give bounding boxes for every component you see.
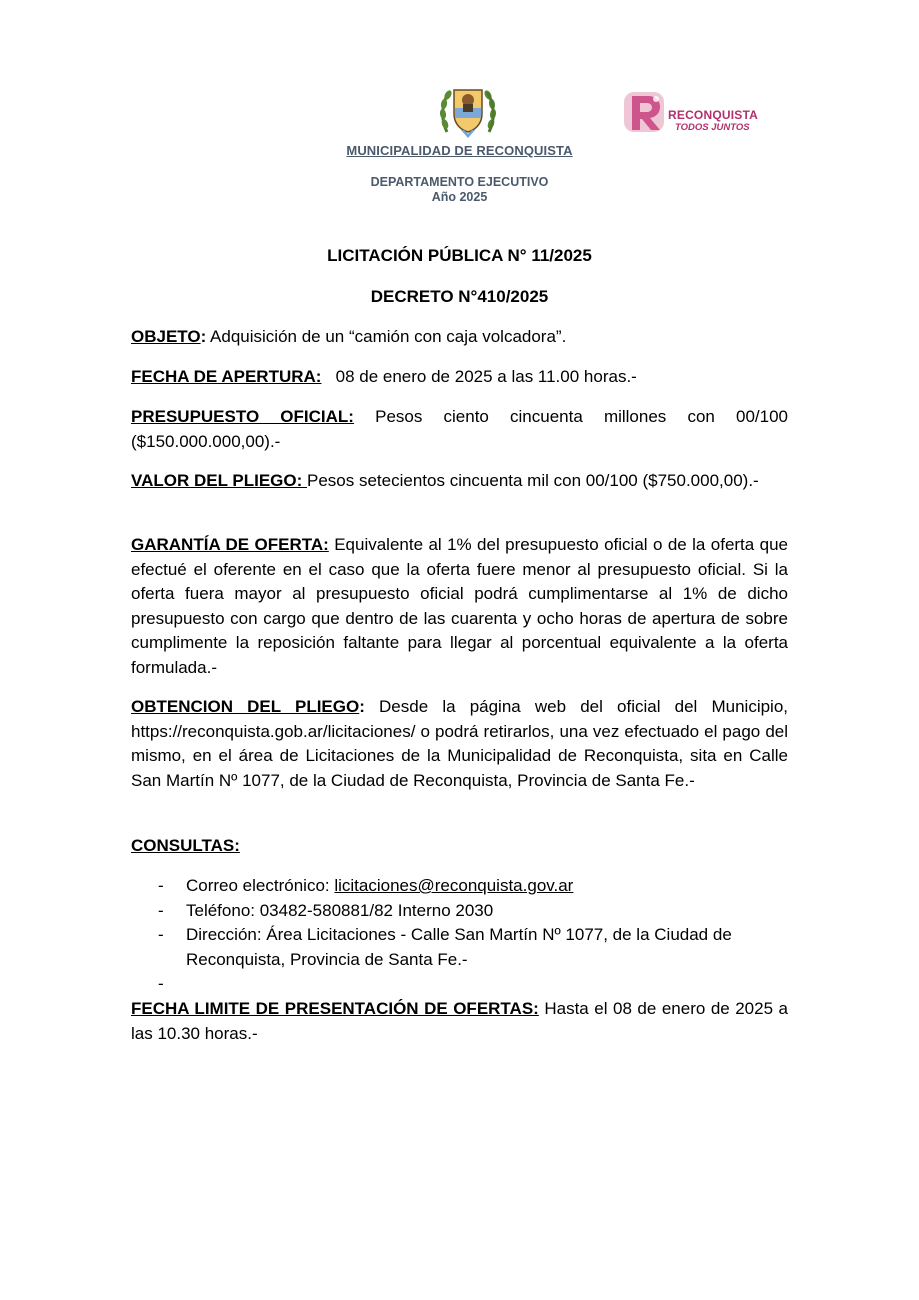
document-title: LICITACIÓN PÚBLICA N° 11/2025 <box>327 246 592 265</box>
list-item <box>158 899 790 924</box>
list-dash: - <box>158 925 164 944</box>
fecha-limite-text: Hasta el 08 de enero de 2025 a las 10.30 horas.- <box>131 999 789 1043</box>
section-fecha-limite <box>131 997 788 1046</box>
decree-number: DECRETO N°410/2025 <box>370 287 549 306</box>
valor-pliego-label: VALOR DEL PLIEGO: <box>131 471 307 490</box>
section-valor-pliego <box>131 469 788 494</box>
objeto-colon: : <box>200 327 207 346</box>
section-fecha-apertura <box>131 365 788 390</box>
department-block <box>0 175 919 205</box>
obtencion-colon: : <box>359 697 365 716</box>
consultas-label: CONSULTAS: <box>131 836 240 855</box>
garantia-text: Equivalente al 1% del presupuesto oficial o de la oferta que efectué el oferente en el caso que la oferta fuere menor al presupuesto oficial. Si la oferta fuera mayor al presupuesto oficial podrá cumplimentarse al 1% de dicho presupuesto con cargo que dentro de las cuarenta y ocho horas de apertura de sobre cumplimente la reposición faltante para llegar al porcentual equivalente a la oferta formulada.- <box>131 535 788 677</box>
fecha-limite-label: FECHA LIMITE DE PRESENTACIÓN DE OFERTAS: <box>131 999 539 1018</box>
section-obtencion <box>131 695 788 793</box>
garantia-label: GARANTÍA DE OFERTA: <box>131 535 329 554</box>
objeto-text: Adquisición de un “camión con caja volcadora”. <box>206 327 567 346</box>
list-dash: - <box>158 900 164 920</box>
section-presupuesto <box>131 405 788 454</box>
fecha-apertura-label: FECHA DE APERTURA: <box>131 367 322 386</box>
department-name: DEPARTAMENTO EJECUTIVO <box>370 175 549 189</box>
address-text: Dirección: Área Licitaciones - Calle San Martín Nº 1077, de la Ciudad de Reconquista, Provincia de Santa Fe.- <box>186 925 732 969</box>
presupuesto-text: Pesos ciento cincuenta millones con 00/100 ($150.000.000,00).- <box>131 407 788 451</box>
brand-tagline: TODOS JUNTOS <box>675 122 750 133</box>
objeto-label: OBJETO <box>131 327 201 346</box>
coat-of-arms-icon <box>437 80 499 142</box>
brand-name: RECONQUISTA <box>668 108 758 122</box>
list-dash: - <box>158 876 164 895</box>
section-garantia <box>131 533 788 680</box>
section-consultas <box>131 834 788 859</box>
institution-name: MUNICIPALIDAD DE RECONQUISTA <box>346 143 573 158</box>
presupuesto-label: PRESUPUESTO OFICIAL: <box>131 407 354 426</box>
fecha-apertura-text: 08 de enero de 2025 a las 11.00 horas.- <box>321 367 637 386</box>
email-link[interactable]: licitaciones@reconquista.gov.ar <box>334 876 574 895</box>
obtencion-label: OBTENCION DEL PLIEGO <box>131 697 360 716</box>
list-dash: - <box>158 974 164 993</box>
list-item <box>158 874 790 899</box>
reconquista-logo-icon <box>622 90 666 134</box>
valor-pliego-text: Pesos setecientos cincuenta mil con 00/100 ($750.000,00).- <box>307 471 759 490</box>
obtencion-text: Desde la página web del oficial del Municipio, https://reconquista.gob.ar/licitaciones/ o podrá retirarlos, una vez efectuado el pago del mismo, en el área de Licitaciones de la Municipalidad de Reconquista, sita en Calle San Martín Nº 1077, de la Ciudad de Reconquista, Provincia de Santa Fe.- <box>131 697 789 790</box>
email-prefix: Correo electrónico: <box>186 876 335 895</box>
list-item <box>158 923 790 972</box>
document-year: Año 2025 <box>431 190 488 204</box>
phone-text: Teléfono: 03482-580881/82 Interno 2030 <box>186 900 494 920</box>
consultas-list <box>158 874 790 993</box>
section-objeto <box>131 325 788 350</box>
